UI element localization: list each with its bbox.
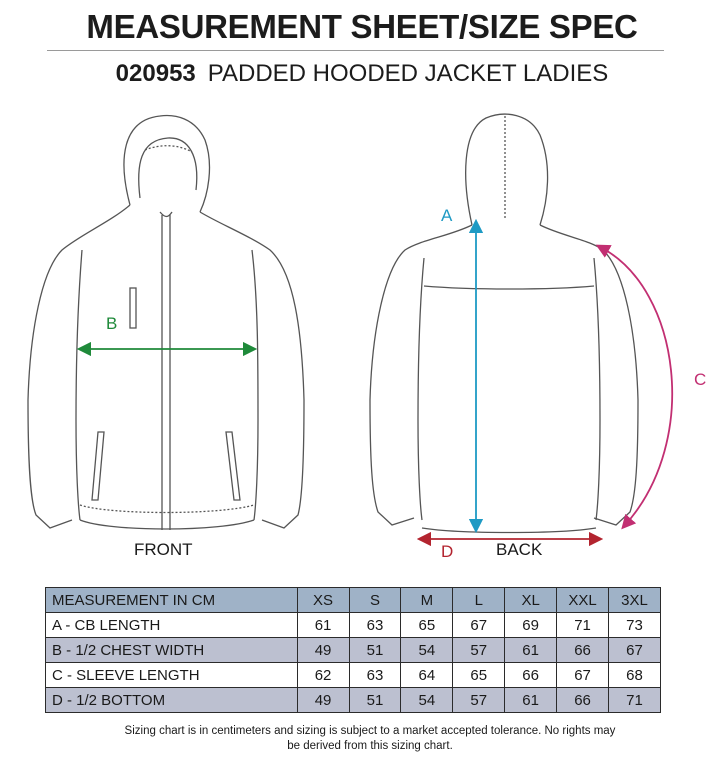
marker-b-label: B — [106, 314, 118, 333]
table-cell: 66 — [557, 638, 609, 663]
table-cell: 66 — [505, 663, 557, 688]
table-cell: 61 — [505, 638, 557, 663]
row-label: C - SLEEVE LENGTH — [46, 663, 298, 688]
table-header-cell: L — [453, 588, 505, 613]
front-view-label: FRONT — [134, 540, 193, 559]
table-header-cell: M — [401, 588, 453, 613]
table-cell: 61 — [297, 613, 349, 638]
table-header-row — [46, 588, 661, 613]
front-jacket-drawing — [28, 116, 304, 530]
table-header-cell: 3XL — [609, 588, 661, 613]
back-jacket-drawing — [370, 114, 638, 532]
table-row — [46, 663, 661, 688]
table-cell: 73 — [609, 613, 661, 638]
table-cell: 67 — [453, 613, 505, 638]
back-view-label: BACK — [496, 540, 543, 559]
table-cell: 71 — [557, 613, 609, 638]
table-cell: 54 — [401, 688, 453, 713]
table-header-cell: XL — [505, 588, 557, 613]
table-header-cell: S — [349, 588, 401, 613]
table-row — [46, 688, 661, 713]
table-cell: 57 — [453, 688, 505, 713]
table-cell: 61 — [505, 688, 557, 713]
table-row — [46, 638, 661, 663]
table-header-cell: XXL — [557, 588, 609, 613]
table-cell: 57 — [453, 638, 505, 663]
table-cell: 67 — [609, 638, 661, 663]
table-cell: 49 — [297, 688, 349, 713]
table-header-cell: XS — [297, 588, 349, 613]
marker-c-label: C — [694, 370, 707, 389]
row-label: A - CB LENGTH — [46, 613, 298, 638]
table-header-cell: MEASUREMENT IN CM — [46, 588, 298, 613]
marker-a-label: A — [441, 206, 453, 225]
table-cell: 71 — [609, 688, 661, 713]
table-cell: 67 — [557, 663, 609, 688]
table-cell: 65 — [401, 613, 453, 638]
table-cell: 51 — [349, 638, 401, 663]
table-cell: 63 — [349, 613, 401, 638]
table-cell: 66 — [557, 688, 609, 713]
table-cell: 51 — [349, 688, 401, 713]
size-spec-table — [45, 587, 661, 713]
product-name: PADDED HOODED JACKET LADIES — [207, 60, 609, 87]
product-code: 020953 — [115, 60, 196, 87]
table-cell: 68 — [609, 663, 661, 688]
table-cell: 49 — [297, 638, 349, 663]
marker-d-label: D — [441, 542, 454, 561]
footnote: Sizing chart is in centimeters and sizing is subject to a market accepted tolerance. No rights may be derived from this sizing chart. — [124, 725, 616, 752]
row-label: D - 1/2 BOTTOM — [46, 688, 298, 713]
table-cell: 65 — [453, 663, 505, 688]
row-label: B - 1/2 CHEST WIDTH — [46, 638, 298, 663]
table-cell: 63 — [349, 663, 401, 688]
page-title: MEASUREMENT SHEET/SIZE SPEC — [86, 8, 638, 45]
table-cell: 62 — [297, 663, 349, 688]
table-cell: 69 — [505, 613, 557, 638]
table-cell: 54 — [401, 638, 453, 663]
table-cell: 64 — [401, 663, 453, 688]
table-row — [46, 613, 661, 638]
